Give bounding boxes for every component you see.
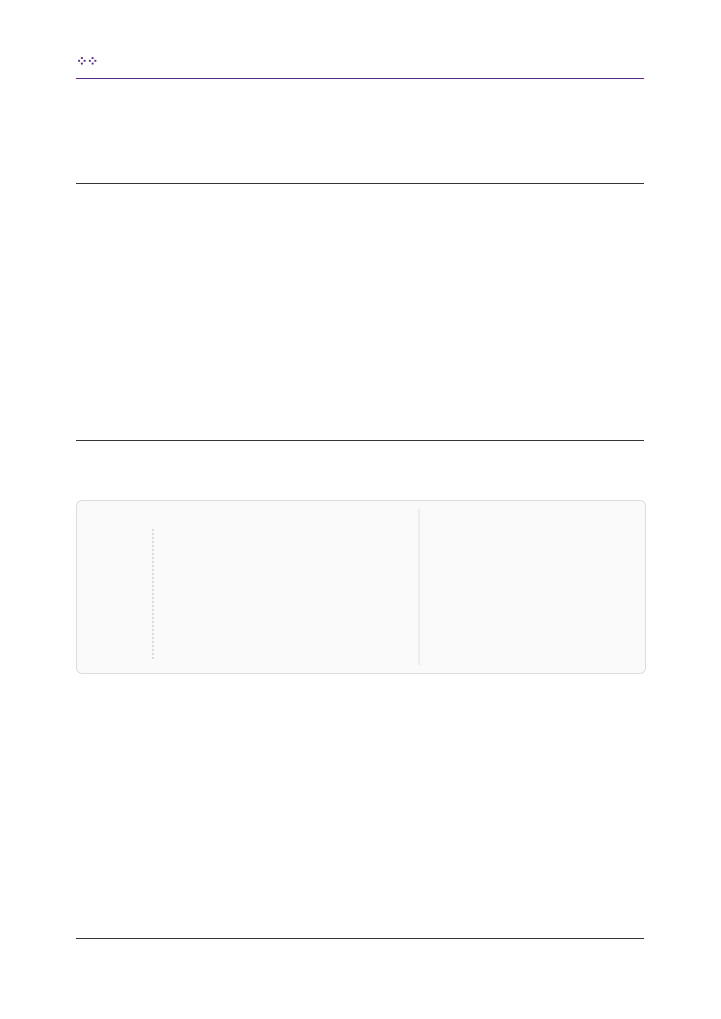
abstract-rule-bottom bbox=[76, 440, 644, 441]
abstract-rule-top bbox=[76, 183, 644, 184]
mila-logo bbox=[76, 50, 99, 72]
footnote-rule bbox=[76, 938, 644, 939]
header-rule bbox=[76, 78, 644, 79]
figure-svg bbox=[77, 501, 645, 673]
mila-dots-icon: ⁘⁘ bbox=[76, 53, 98, 69]
figure-1 bbox=[76, 500, 646, 674]
